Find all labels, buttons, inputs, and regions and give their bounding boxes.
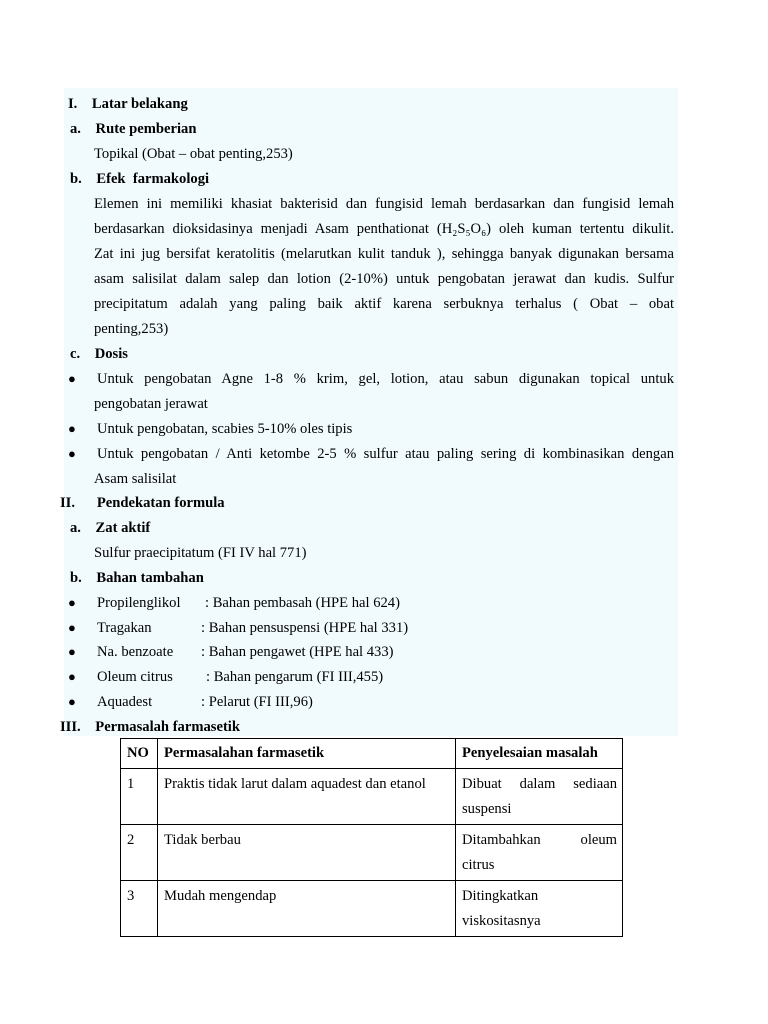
solution-line: Ditambahkan oleum <box>462 832 617 848</box>
bahan-name: Oleum citrus <box>97 669 173 685</box>
col-header-problem: Permasalahan farmasetik <box>158 739 456 769</box>
row-solution <box>456 881 623 937</box>
bahan-name: Na. benzoate <box>97 644 174 660</box>
row-number: 3 <box>121 881 158 937</box>
zat-aktif-text: Sulfur praecipitatum (FI IV hal 771) <box>94 545 307 561</box>
bahan-tambahan-heading: b. Bahan tambahan <box>70 570 204 586</box>
solution-line: viskositasnya <box>462 913 541 929</box>
solution-line: citrus <box>462 857 495 873</box>
solution-line: Ditingkatkan <box>462 888 539 904</box>
dosis-item: Untuk pengobatan Agne 1-8 % krim, gel, lotion, atau sabun digunakan topical untuk <box>97 371 674 387</box>
table-row <box>121 825 623 881</box>
dosis-item-continued: pengobatan jerawat <box>94 396 208 412</box>
bullet-icon: ● <box>68 620 76 635</box>
bahan-desc: : Bahan pembasah (HPE hal 624) <box>205 595 400 611</box>
bullet-icon: ● <box>68 421 76 436</box>
bahan-name: Propilenglikol <box>97 595 181 611</box>
zat-aktif-heading: a. Zat aktif <box>70 520 151 536</box>
col-header-no: NO <box>121 739 158 769</box>
section-2-heading: II. Pendekatan formula <box>60 495 225 511</box>
paragraph-line: Elemen ini memiliki khasiat bakterisid dan fungisid lemah berdasarkan dan fungisid lemah <box>94 196 674 212</box>
table-row <box>121 769 623 825</box>
paragraph-line: precipitatum adalah yang paling baik aktif karena serbuknya terhalus ( Obat – obat <box>94 296 674 312</box>
paragraph-line: Zat ini jug bersifat keratolitis (melarutkan kulit tanduk ), sehingga banyak digunakan bersama <box>94 246 674 262</box>
rute-pemberian-heading: a. Rute pemberian <box>70 121 197 137</box>
row-number: 2 <box>121 825 158 881</box>
bullet-icon: ● <box>68 446 76 461</box>
rute-pemberian-text: Topikal (Obat – obat penting,253) <box>94 146 293 162</box>
bahan-name: Tragakan <box>97 620 152 636</box>
efek-farmakologi-heading: b. Efek farmakologi <box>70 171 210 187</box>
dosis-item-continued: Asam salisilat <box>94 471 177 487</box>
table-row <box>121 881 623 937</box>
bahan-desc: : Pelarut (FI III,96) <box>201 694 313 710</box>
bahan-desc: : Bahan pengawet (HPE hal 433) <box>201 644 394 660</box>
table-header-row <box>121 739 623 769</box>
dosis-item: Untuk pengobatan, scabies 5-10% oles tipis <box>97 421 353 437</box>
row-number: 1 <box>121 769 158 825</box>
bullet-icon: ● <box>68 644 76 659</box>
permasalahan-table <box>120 738 623 937</box>
dosis-item: Untuk pengobatan / Anti ketombe 2-5 % sulfur atau paling sering di kombinasikan dengan <box>97 446 674 462</box>
bahan-name: Aquadest <box>97 694 153 710</box>
row-problem: Tidak berbau <box>158 825 456 881</box>
dosis-heading: c. Dosis <box>70 346 128 362</box>
col-header-solution: Penyelesaian masalah <box>456 739 623 769</box>
solution-line: suspensi <box>462 801 512 817</box>
row-problem: Praktis tidak larut dalam aquadest dan etanol <box>158 769 456 825</box>
paragraph-line: asam salisilat dalam salep dan lotion (2-10%) untuk pengobatan jerawat dan kudis. Sulfur <box>94 271 674 287</box>
row-problem: Mudah mengendap <box>158 881 456 937</box>
section-1-heading: I. Latar belakang <box>68 96 188 112</box>
solution-line: Dibuat dalam sediaan <box>462 776 617 792</box>
paragraph-line: berdasarkan dioksidasinya menjadi Asam penthationat (H₂S₅O₆) oleh kuman tertentu dikulit. <box>94 221 674 237</box>
bahan-desc: : Bahan pengarum (FI III,455) <box>206 669 384 685</box>
paragraph-line: penting,253) <box>94 321 169 337</box>
bullet-icon: ● <box>68 669 76 684</box>
row-solution <box>456 769 623 825</box>
section-3-heading: III. Permasalah farmasetik <box>60 719 240 735</box>
bahan-desc: : Bahan pensuspensi (HPE hal 331) <box>201 620 409 636</box>
bullet-icon: ● <box>68 595 76 610</box>
bullet-icon: ● <box>68 694 76 709</box>
bullet-icon: ● <box>68 371 76 386</box>
row-solution <box>456 825 623 881</box>
